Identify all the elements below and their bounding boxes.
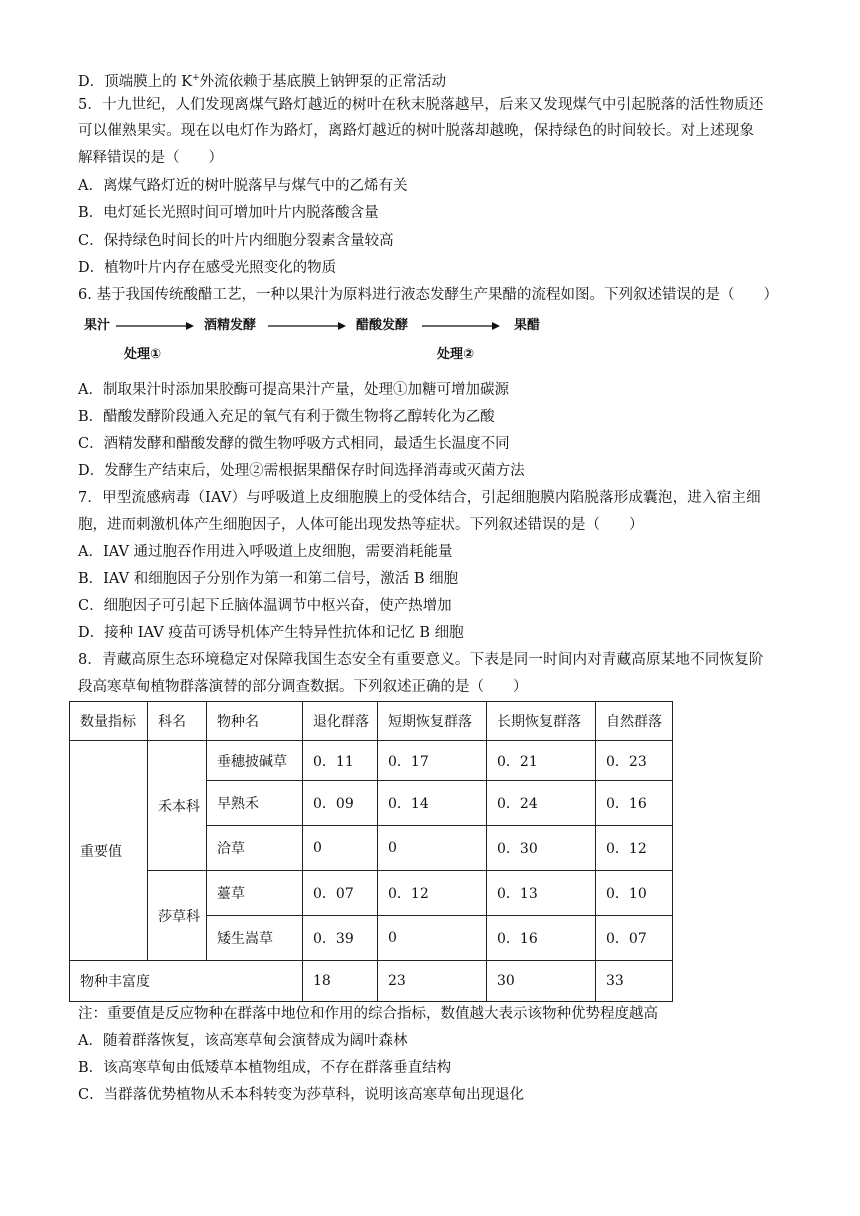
flow-step-juice: 果汁 [84, 318, 111, 333]
family-cell: 莎草科 [148, 871, 207, 961]
flow-arrow-2 [266, 317, 346, 335]
value-cell: 33 [596, 961, 673, 1002]
table-header-cell: 自然群落 [596, 702, 673, 741]
flow-step-vinegar: 果醋 [514, 318, 541, 333]
value-cell: 0．30 [487, 826, 596, 871]
value-cell: 0 [378, 826, 487, 871]
q6-option-d: D．发酵生产结束后，处理②需根据果醋保存时间选择消毒或灭菌方法 [78, 463, 525, 479]
q5-stem-line1: 5．十九世纪，人们发现离煤气路灯越近的树叶在秋末脱落越早，后来又发现煤气中引起脱落的活性物质还 [78, 97, 764, 113]
flow-treatment-2: 处理② [437, 347, 475, 362]
flow-arrow-1 [114, 317, 194, 335]
value-cell: 0 [303, 826, 378, 871]
q7-option-b: B．IAV 和细胞因子分别作为第一和第二信号，激活 B 细胞 [78, 571, 459, 587]
q7-option-a: A．IAV 通过胞吞作用进入呼吸道上皮细胞，需要消耗能量 [78, 544, 453, 560]
q8-stem-line2: 段高寒草甸植物群落演替的部分调查数据。下列叙述正确的是（ ） [78, 679, 528, 695]
q8-table-note: 注：重要值是反应物种在群落中地位和作用的综合指标，数值越大表示该物种优势程度越高 [78, 1006, 658, 1022]
q4-option-d: D．顶端膜上的 K+外流依赖于基底膜上钠钾泵的正常活动 [78, 73, 447, 90]
table-header-cell: 数量指标 [70, 702, 148, 741]
table-row [70, 961, 673, 1002]
q5-option-d: D．植物叶片内存在感受光照变化的物质 [78, 260, 337, 276]
value-cell: 0．10 [596, 871, 673, 916]
q6-option-c: C．酒精发酵和醋酸发酵的微生物呼吸方式相同，最适生长温度不同 [78, 436, 510, 452]
table-header-cell: 物种名 [207, 702, 303, 741]
q5-stem-line3: 解释错误的是（ ） [78, 150, 223, 166]
species-cell: 洽草 [207, 826, 303, 871]
q7-stem-line1: 7．甲型流感病毒（IAV）与呼吸道上皮细胞膜上的受体结合，引起细胞膜内陷脱落形成囊泡，进入宿主细 [78, 490, 761, 506]
value-cell: 0．17 [378, 741, 487, 781]
table-row [70, 741, 673, 781]
species-cell: 垂穗披碱草 [207, 741, 303, 781]
species-cell: 薹草 [207, 871, 303, 916]
value-cell: 0．12 [596, 826, 673, 871]
family-cell: 禾本科 [148, 741, 207, 871]
table-header-cell: 长期恢复群落 [487, 702, 596, 741]
table-header-cell: 退化群落 [303, 702, 378, 741]
value-cell: 0．09 [303, 781, 378, 826]
q5-option-b: B．电灯延长光照时间可增加叶片内脱落酸含量 [78, 205, 379, 221]
value-cell: 0．12 [378, 871, 487, 916]
value-cell: 0．23 [596, 741, 673, 781]
species-cell: 早熟禾 [207, 781, 303, 826]
q8-option-c: C．当群落优势植物从禾本科转变为莎草科，说明该高寒草甸出现退化 [78, 1087, 525, 1103]
q8-option-b: B．该高寒草甸由低矮草本植物组成，不存在群落垂直结构 [78, 1060, 452, 1076]
value-cell: 0．07 [596, 916, 673, 961]
flow-step-acetic: 醋酸发酵 [356, 318, 409, 333]
q8-option-a: A．随着群落恢复，该高寒草甸会演替成为阔叶森林 [78, 1033, 408, 1049]
q5-option-a: A．离煤气路灯近的树叶脱落早与煤气中的乙烯有关 [78, 178, 408, 194]
flow-treatment-1: 处理① [124, 347, 162, 362]
q5-stem-line2: 可以催熟果实。现在以电灯作为路灯，离路灯越近的树叶脱落却越晚，保持绿色的时间较长。对上述现象 [78, 123, 755, 139]
table-header-row [70, 702, 673, 741]
value-cell: 0．39 [303, 916, 378, 961]
value-cell: 0．11 [303, 741, 378, 781]
value-cell: 0．16 [596, 781, 673, 826]
q5-option-c: C．保持绿色时间长的叶片内细胞分裂素含量较高 [78, 233, 394, 249]
index-label-cell: 重要值 [70, 741, 148, 961]
value-cell: 0．07 [303, 871, 378, 916]
value-cell: 0．21 [487, 741, 596, 781]
flow-step-alcohol: 酒精发酵 [204, 318, 257, 333]
table-header-cell: 短期恢复群落 [378, 702, 487, 741]
species-cell: 矮生嵩草 [207, 916, 303, 961]
table-header-cell: 科名 [148, 702, 207, 741]
value-cell: 23 [378, 961, 487, 1002]
value-cell: 18 [303, 961, 378, 1002]
q8-stem-line1: 8．青藏高原生态环境稳定对保障我国生态安全有重要意义。下表是同一时间内对青藏高原某地不同恢复阶 [78, 652, 764, 668]
q6-option-b: B．醋酸发酵阶段通入充足的氧气有利于微生物将乙醇转化为乙酸 [78, 409, 495, 425]
table-row [70, 871, 673, 916]
value-cell: 0．14 [378, 781, 487, 826]
richness-label-cell: 物种丰富度 [70, 961, 303, 1002]
q6-option-a: A．制取果汁时添加果胶酶可提高果汁产量，处理①加糖可增加碳源 [78, 382, 509, 398]
q7-option-c: C．细胞因子可引起下丘脑体温调节中枢兴奋，使产热增加 [78, 598, 452, 614]
value-cell: 0．16 [487, 916, 596, 961]
community-succession-table [69, 701, 673, 1002]
value-cell: 0 [378, 916, 487, 961]
flow-arrow-3 [420, 317, 500, 335]
q7-stem-line2: 胞，进而刺激机体产生细胞因子，人体可能出现发热等症状。下列叙述错误的是（ ） [78, 517, 644, 533]
value-cell: 30 [487, 961, 596, 1002]
value-cell: 0．24 [487, 781, 596, 826]
q6-stem: 6. 基于我国传统酸醋工艺，一种以果汁为原料进行液态发酵生产果醋的流程如图。下列叙述错误的是（ ） [78, 287, 778, 303]
q7-option-d: D．接种 IAV 疫苗可诱导机体产生特异性抗体和记忆 B 细胞 [78, 625, 464, 641]
value-cell: 0．13 [487, 871, 596, 916]
